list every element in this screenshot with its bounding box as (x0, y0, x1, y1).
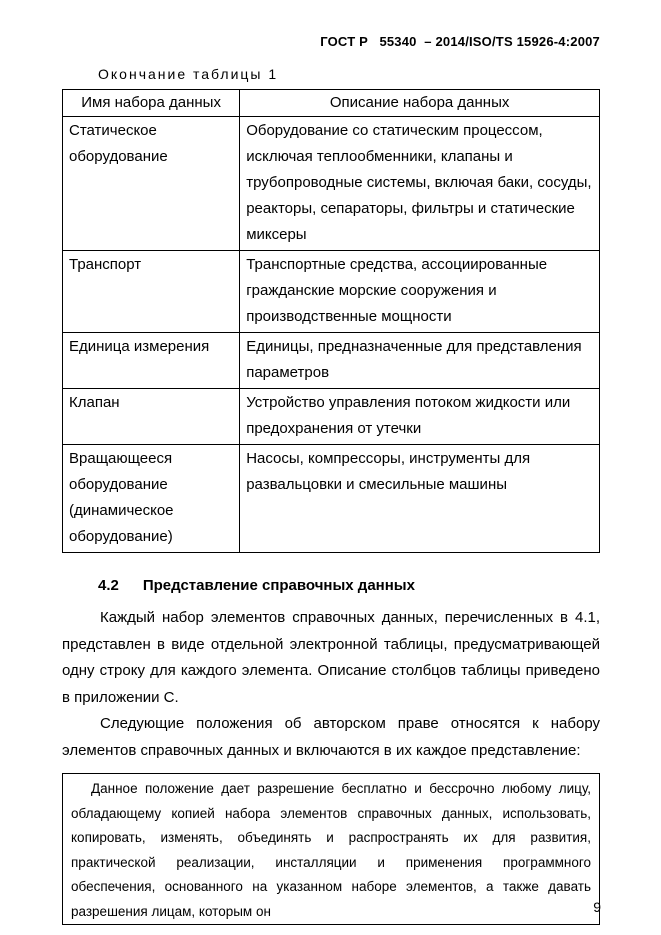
cell-description: Единицы, предназначенные для представления параметров (240, 333, 600, 389)
table-header-name: Имя набора данных (63, 90, 240, 117)
table-row (63, 117, 600, 251)
page-number: 9 (593, 899, 601, 915)
table-row (63, 389, 600, 445)
cell-name: Вращающееся оборудование (динамическое оборудование) (63, 445, 240, 553)
table-head (63, 90, 600, 117)
copyright-box: Данное положение дает разрешение бесплатно и бессрочно любому лицу, обладающему копией набора элементов справочных данных, использовать, копировать, изменять, объединять и распространять их для развития, практической реализации, инсталляции и применения программного обеспечения, основанного на указанном наборе элементов, а также давать разрешения лицам, которым он (62, 773, 600, 925)
cell-name: Клапан (63, 389, 240, 445)
section-title: Представление справочных данных (142, 577, 415, 594)
cell-name: Единица измерения (63, 333, 240, 389)
paragraph: Следующие положения об авторском праве относятся к набору элементов справочных данных и включаются в их каждое представление: (62, 715, 600, 759)
document-header: ГОСТ Р 55340 – 2014/ISO/TS 15926-4:2007 (320, 34, 600, 49)
cell-description: Транспортные средства, ассоциированные гражданские морские сооружения и производственные мощности (240, 251, 600, 333)
cell-name: Транспорт (63, 251, 240, 333)
table-row (63, 251, 600, 333)
table-body (63, 117, 600, 553)
cell-name: Статическое оборудование (63, 117, 240, 251)
table-row (63, 445, 600, 553)
cell-description: Оборудование со статическим процессом, исключая теплообменники, клапаны и трубопроводные системы, включая баки, сосуды, реакторы, сепараторы, фильтры и статические миксеры (240, 117, 600, 251)
cell-description: Устройство управления потоком жидкости или предохранения от утечки (240, 389, 600, 445)
section-number: 4.2 (98, 577, 119, 594)
table-row (63, 333, 600, 389)
table-header-description: Описание набора данных (240, 90, 600, 117)
page-content (62, 0, 600, 925)
paragraph: Каждый набор элементов справочных данных, перечисленных в 4.1, представлен в виде отдельной электронной таблицы, предусматривающей одну строку для каждого элемента. Описание столбцов таблицы приведено в приложении С. (62, 609, 600, 706)
table-caption: Окончание таблицы 1 (98, 66, 279, 82)
reference-data-table (62, 89, 600, 553)
section-heading (98, 577, 600, 594)
cell-description: Насосы, компрессоры, инструменты для развальцовки и смесильные машины (240, 445, 600, 553)
table-header-row (63, 90, 600, 117)
